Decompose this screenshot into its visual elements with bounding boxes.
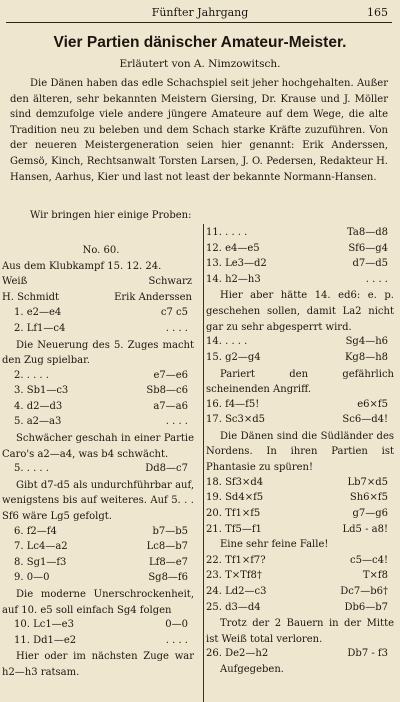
white-move: 19. Sd4×f5: [206, 492, 264, 504]
annotation: Die moderne Unerschrockenheit, auf 10. e5 soll einfach Sg4 folgen: [2, 589, 194, 616]
move-row: [2, 618, 200, 632]
black-move: c7 c5: [160, 307, 188, 319]
black-move: . . . .: [165, 323, 188, 334]
black-move: Kg8—h8: [344, 352, 388, 363]
move-row: [2, 540, 200, 554]
move-row: [206, 351, 400, 365]
white-move: 25. d3—d4: [206, 601, 261, 613]
player-row: [2, 291, 200, 305]
white-move: 9. 0—0: [14, 572, 50, 584]
move-row: [206, 242, 400, 256]
move-row: [2, 556, 200, 570]
move-row: [206, 585, 400, 599]
black-move: c5—c4!: [350, 554, 388, 566]
move-row: [2, 384, 200, 398]
white-move: 13. Le3—d2: [206, 258, 267, 270]
white-move: 1. e2—e4: [14, 307, 62, 319]
move-row: [206, 335, 400, 349]
annotation: Gibt d7-d5 als undurchführbar auf, wenigstens bis auf weiteres. Auf 5. . . Sf6 wäre Lg5 gefolgt.: [2, 479, 194, 522]
black-move: Db7 - f3: [347, 648, 388, 660]
black-move: e7—e6: [153, 369, 188, 381]
move-row: [2, 571, 200, 585]
black-move: Ld5 - a8!: [342, 523, 388, 535]
white-label: H. Schmidt: [2, 291, 60, 303]
move-row: [206, 257, 400, 271]
move-row: [206, 491, 400, 505]
white-label: Weiß: [2, 276, 28, 288]
black-move: e6×f5: [357, 398, 388, 410]
black-move: Db6—b7: [344, 601, 388, 613]
white-move: 12. e4—e5: [206, 242, 260, 254]
page-number: 165: [367, 6, 388, 19]
black-move: Lc8—b7: [146, 541, 188, 553]
right-column: [206, 226, 400, 702]
white-move: 11. Dd1—e2: [14, 634, 77, 646]
annotation: Schwächer geschah in einer Partie Caro's a2—a4, was b4 schwächt.: [2, 433, 194, 460]
player-row: [2, 275, 200, 289]
black-move: g7—g6: [352, 508, 388, 519]
black-move: Sg8—f6: [148, 572, 188, 584]
white-move: 8. Sg1—f3: [14, 556, 67, 568]
black-move: . . . .: [365, 273, 388, 285]
intro-paragraph: Die Dänen haben das edle Schachspiel seit jeher hochgehalten. Außer den älteren, sehr bekannten Meistern Giersing, Dr. Krause und J. Möller sind demzufolge viele andere jüngere Amateure auf dem Wege, die alte Tradition neu zu beleben und dem Schach starke Kräfte zuzuführen. Von der neueren Meistergeneration seien hier genannt: Erik Anderssen, Gemsö, Kinch, Rechtsanwalt Torsten Larsen, J. O. Pedersen, Redakteur H. Hansen, Aarhus, Kier und last not least der bekannte Normann-Hansen.: [10, 78, 388, 183]
black-move: Ta8—d8: [347, 227, 388, 238]
black-move: Dc7—b6†: [340, 586, 388, 597]
article-title: Vier Partien dänischer Amateur-Meister.: [53, 34, 347, 51]
move-row: [2, 634, 200, 648]
white-move: 24. Ld2—c3: [206, 586, 267, 597]
black-move: T×f8: [362, 570, 388, 582]
black-move: Lb7×d5: [347, 476, 388, 488]
game-event: Aus dem Klubkampf 15. 12. 24.: [2, 260, 162, 272]
move-row: [2, 400, 200, 414]
black-move: . . . .: [165, 634, 188, 646]
move-row: [206, 476, 400, 490]
journal-year: Fünfter Jahrgang: [151, 6, 249, 19]
column-divider: [203, 224, 204, 702]
white-move: 15. g2—g4: [206, 352, 261, 363]
move-row: [2, 415, 200, 429]
game-number: No. 60.: [82, 245, 120, 256]
white-move: 2. . . . .: [14, 369, 49, 381]
black-move: Sf6—g4: [348, 242, 388, 254]
white-move: 3. Sb1—c3: [14, 385, 69, 397]
move-row: [206, 507, 400, 521]
move-row: [206, 398, 400, 412]
move-row: [206, 601, 400, 615]
white-move: 26. De2—h2: [206, 648, 269, 660]
black-move: Dd8—c7: [145, 463, 188, 474]
white-move: 2. Lf1—c4: [14, 323, 66, 334]
move-row: [2, 306, 200, 320]
white-move: 6. f2—f4: [14, 525, 57, 537]
move-row: [206, 647, 400, 661]
white-move: 23. T×Tf8†: [206, 570, 262, 582]
white-move: 16. f4—f5!: [206, 398, 260, 410]
black-move: Lf8—e7: [149, 556, 188, 568]
move-row: [2, 525, 200, 539]
black-label: Schwarz: [148, 276, 192, 288]
annotation-line: Eine sehr feine Falle!: [220, 539, 329, 551]
annotation: Die Dänen sind die Südländer des Nordens. In ihren Partien ist Phantasie zu spüren!: [206, 430, 394, 473]
black-move: a7—a6: [153, 400, 188, 412]
white-move: 5. a2—a3: [14, 416, 62, 428]
move-row: [206, 226, 400, 240]
move-row: [206, 273, 400, 287]
white-move: 5. . . . .: [14, 463, 49, 474]
white-move: 7. Lc4—a2: [14, 541, 68, 553]
white-move: 20. Tf1×f5: [206, 508, 261, 519]
left-column: [2, 244, 200, 702]
annotation: Hier aber hätte 14. ed6: e. p. geschehen sollen, damit La2 nicht gar zu sehr abgesperrt wird.: [206, 290, 394, 333]
move-row: [2, 369, 200, 383]
move-row: [206, 413, 400, 427]
annotation: Die Neuerung des 5. Zuges macht den Zug spielbar.: [2, 339, 194, 367]
black-move: Sg4—h6: [345, 336, 388, 348]
move-row: [2, 322, 200, 336]
black-label: Erik Anderssen: [114, 291, 192, 303]
annotation: Pariert den gefährlich scheinenden Angriff.: [206, 368, 394, 396]
black-move: . . . .: [165, 416, 188, 428]
move-row: [206, 569, 400, 583]
running-header: [0, 6, 400, 20]
white-move: 14. h2—h3: [206, 273, 261, 285]
black-move: 0—0: [165, 619, 188, 630]
move-row: [206, 554, 400, 568]
white-move: 18. Sf3×d4: [206, 476, 264, 488]
annotation: Trotz der 2 Bauern in der Mitte ist Weiß total verloren.: [206, 618, 394, 645]
black-move: Sh6×f5: [349, 492, 388, 504]
white-move: 22. Tf1×f7?: [206, 554, 266, 566]
white-move: 14. . . . .: [206, 336, 248, 348]
white-move: 4. d2—d3: [14, 400, 63, 412]
samples-intro: Wir bringen hier einige Proben:: [30, 210, 192, 221]
white-move: 17. Sc3×d5: [206, 414, 266, 426]
move-row: [206, 523, 400, 537]
header-rule: [6, 22, 392, 23]
black-move: Sc6—d4!: [342, 414, 388, 426]
annotation-line: Aufgegeben.: [220, 663, 284, 675]
white-move: 11. . . . .: [206, 227, 248, 238]
black-move: Sb8—c6: [146, 385, 188, 397]
white-move: 10. Lc1—e3: [14, 619, 74, 630]
move-row: [2, 462, 200, 476]
black-move: d7—d5: [352, 258, 388, 270]
article-byline: Erläutert von A. Nimzowitsch.: [119, 58, 281, 70]
annotation: Hier oder im nächsten Zuge war h2—h3 ratsam.: [2, 651, 194, 678]
black-move: b7—b5: [152, 525, 188, 537]
white-move: 21. Tf5—f1: [206, 523, 262, 535]
